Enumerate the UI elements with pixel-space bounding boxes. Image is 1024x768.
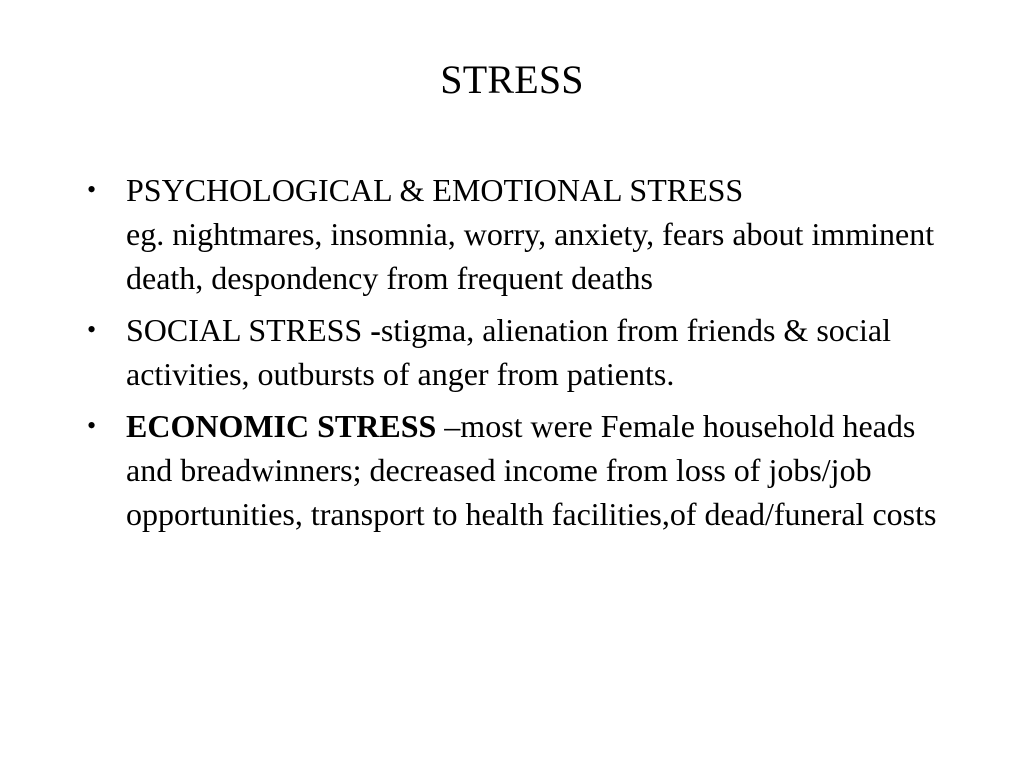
bullet-heading: ECONOMIC STRESS <box>126 408 437 444</box>
bullet-item-economic <box>87 404 956 536</box>
bullet-item-psychological <box>87 168 956 300</box>
slide-title: STRESS <box>440 57 584 102</box>
bullet-item-social <box>87 308 956 396</box>
bullet-separator: - <box>370 312 381 348</box>
bullet-list <box>87 168 956 544</box>
bullet-icon: • <box>87 411 97 440</box>
bullet-heading: PSYCHOLOGICAL & EMOTIONAL STRESS <box>126 172 744 208</box>
bullet-heading: SOCIAL STRESS <box>126 312 371 348</box>
bullet-body: –most were Female household heads and breadwinners; decreased income from loss of jobs/job opportunities, transport to health facilities,of dead/funeral costs <box>126 408 937 532</box>
bullet-icon: • <box>87 315 97 344</box>
bullet-body: stigma, alienation from friends & social activities, outbursts of anger from patients. <box>126 312 891 392</box>
bullet-icon: • <box>87 175 97 204</box>
bullet-body: eg. nightmares, insomnia, worry, anxiety, fears about imminent death, despondency from frequent deaths <box>126 216 935 296</box>
